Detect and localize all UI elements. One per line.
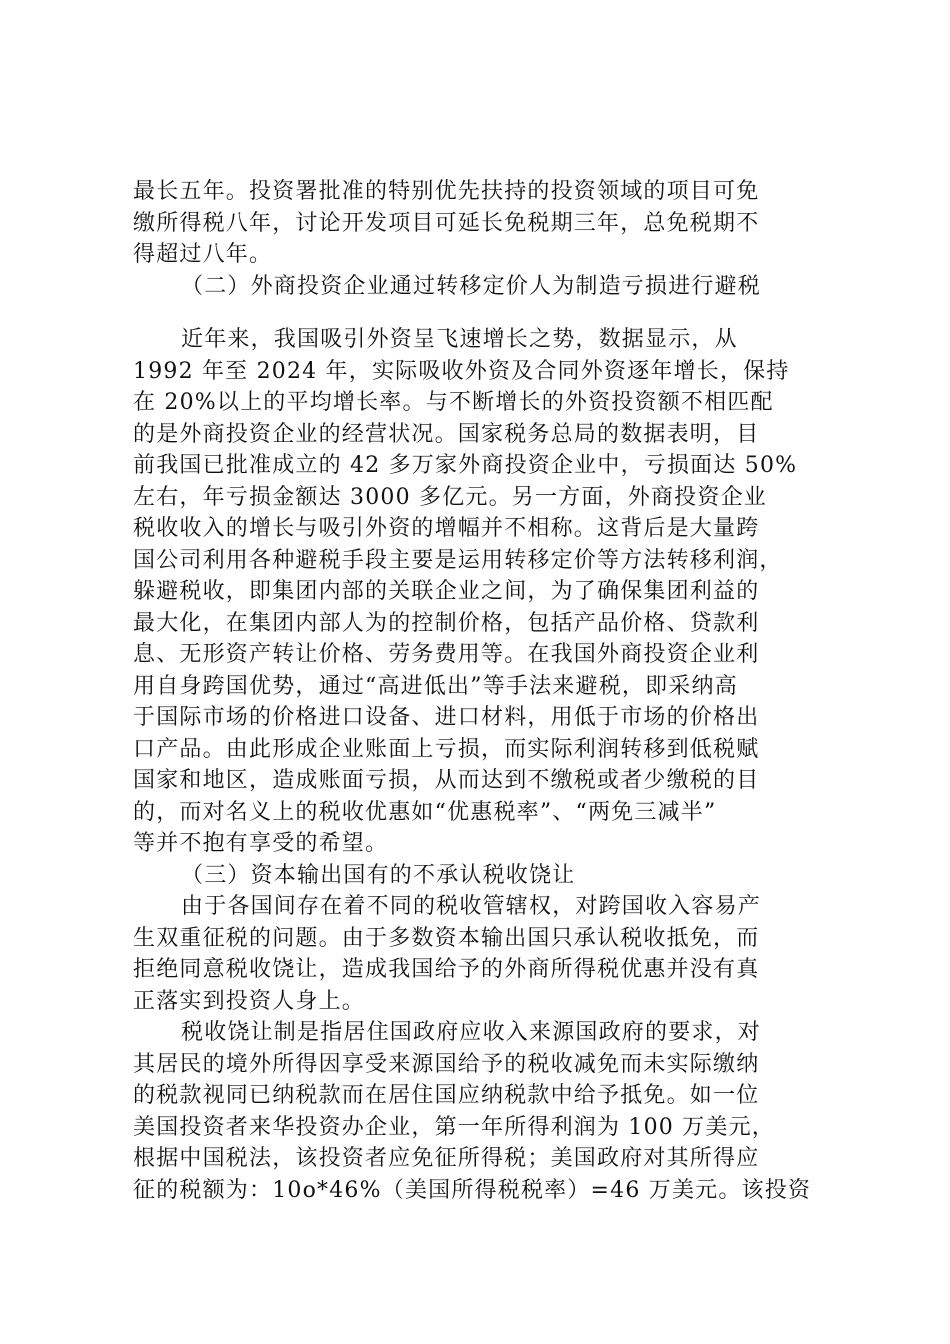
text-line: 前我国已批准成立的 42 多万家外商投资企业中，亏损面达 50%	[133, 453, 798, 478]
text-line: 的，而对名义上的税收优惠如“优惠税率”、“两免三减半”	[133, 799, 717, 825]
text-line: 征的税额为：10o*46%（美国所得税税率）=46 万美元。该投资	[133, 1177, 812, 1203]
text-line: 得超过八年。	[133, 242, 273, 267]
paragraph-continuation	[133, 176, 823, 302]
text-line: 国公司利用各种避税手段主要是运用转移定价等方法转移利润，	[133, 547, 783, 573]
text-line: 息、无形资产转让价格、劳务费用等。在我国外商投资企业利	[133, 642, 760, 667]
text-line: 于国际市场的价格进口设备、进口材料，用低于市场的价格出	[133, 705, 760, 730]
text-line: 在 20%以上的平均增长率。与不断增长的外资投资额不相匹配	[133, 390, 774, 415]
section-heading-3: （三）资本输出国有的不承认税收饶让	[181, 862, 576, 888]
text-line: 躲避税收，即集团内部的关联企业之间，为了确保集团利益的	[133, 579, 760, 604]
section-heading-2: （二）外商投资企业通过转移定价人为制造亏损进行避税	[181, 273, 762, 299]
text-line: 美国投资者来华投资办企业，第一年所得利润为 100 万美元，	[133, 1114, 775, 1140]
text-line: 拒绝同意税收饶让，造成我国给予的外商所得税优惠并没有真	[133, 957, 760, 982]
text-line: 等并不抱有享受的希望。	[133, 831, 389, 856]
text-line: 缴所得税八年，讨论开发项目可延长免税期三年，总免税期不	[133, 210, 760, 236]
text-line: 最大化，在集团内部人为的控制价格，包括产品价格、贷款利	[133, 610, 760, 636]
text-line: 正落实到投资人身上。	[133, 988, 366, 1014]
text-line: 的税款视同已纳税款而在居住国应纳税款中给予抵免。如一位	[133, 1083, 760, 1108]
text-line: 根据中国税法，该投资者应免征所得税；美国政府对其所得应	[133, 1146, 760, 1171]
text-line: 税收收入的增长与吸引外资的增幅并不相称。这背后是大量跨	[133, 516, 760, 541]
text-line: 1992 年至 2024 年，实际吸收外资及合同外资逐年增长，保持	[133, 358, 790, 384]
paragraph-transfer-pricing	[133, 324, 823, 1206]
text-line: 生双重征税的问题。由于多数资本输出国只承认税收抵免，而	[133, 925, 760, 951]
text-line: 用自身跨国优势，通过“高进低出”等手法来避税，即采纳高	[133, 673, 738, 699]
text-line: 由于各国间存在着不同的税收管辖权，对跨国收入容易产	[181, 894, 762, 919]
text-line: 最长五年。投资署批准的特别优先扶持的投资领域的项目可免	[133, 179, 760, 204]
text-line: 的是外商投资企业的经营状况。国家税务总局的数据表明，目	[133, 421, 760, 447]
text-line: 税收饶让制是指居住国政府应收入来源国政府的要求，对	[181, 1020, 762, 1045]
text-line: 左右，年亏损金额达 3000 多亿元。另一方面，外商投资企业	[133, 484, 767, 510]
text-line: 近年来，我国吸引外资呈飞速增长之势，数据显示，从	[181, 327, 738, 352]
text-line: 口产品。由此形成企业账面上亏损，而实际利润转移到低税赋	[133, 736, 760, 762]
text-line: 其居民的境外所得因享受来源国给予的税收减免而未实际缴纳	[133, 1051, 760, 1077]
text-line: 国家和地区，造成账面亏损，从而达到不缴税或者少缴税的目	[133, 768, 760, 793]
